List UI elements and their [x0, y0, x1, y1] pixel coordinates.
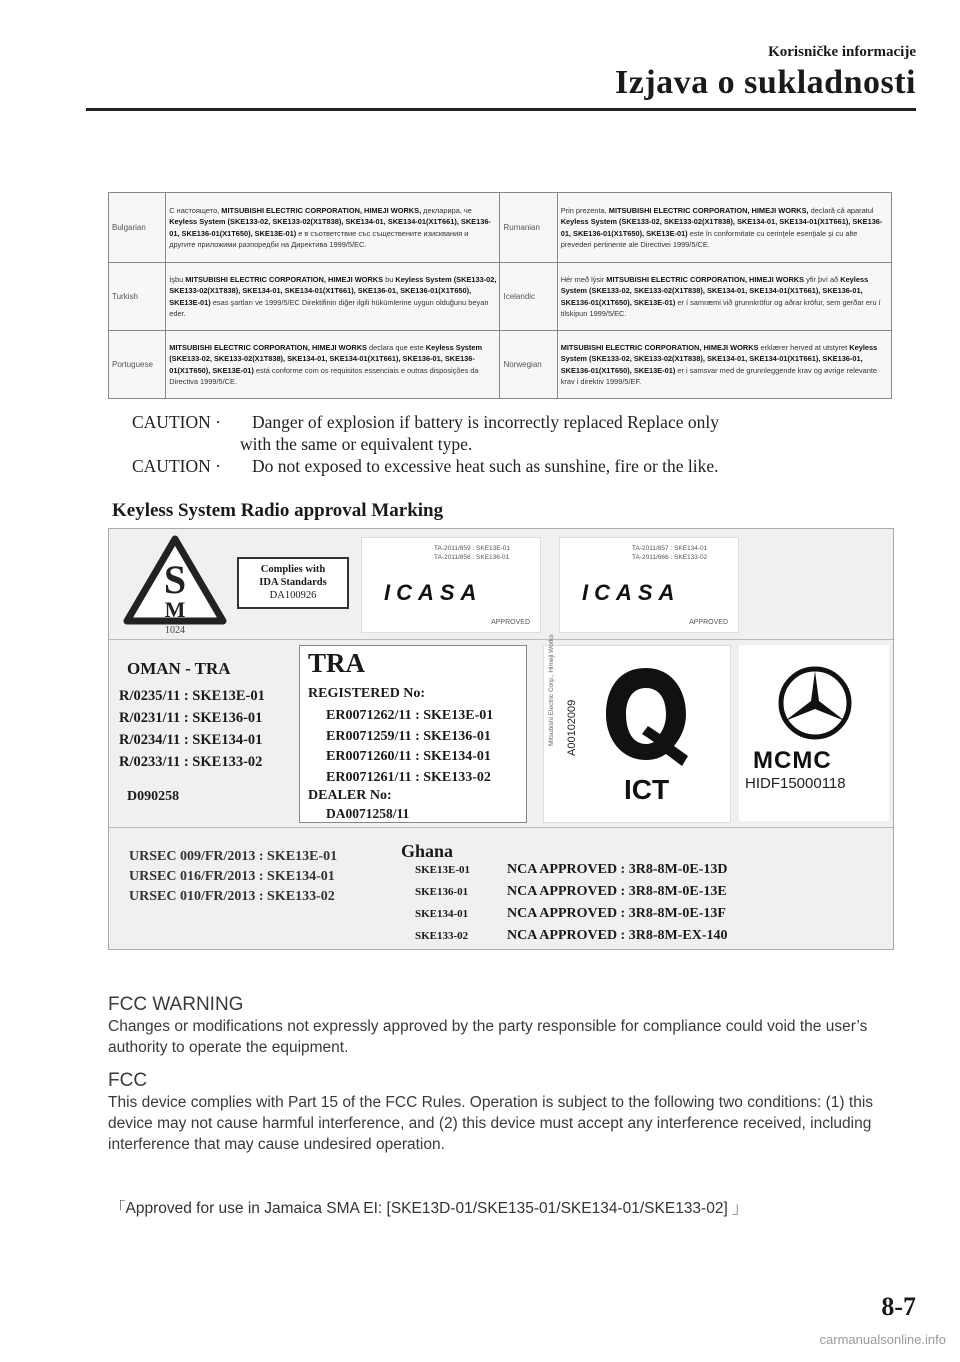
icasa-approved: APPROVED — [689, 619, 728, 626]
mcmc-star-icon — [777, 665, 853, 741]
jamaica-approval: 「Approved for use in Jamaica SMA EI: [SKE13D-01/SKE135-01/SKE134-01/SKE133-02] 」 — [110, 1200, 748, 1217]
caution-label: CAUTION · — [132, 412, 221, 432]
fcc-text: This device complies with Part 15 of the FCC Rules. Operation is subject to the following two conditions: (1) this device may not cause harmful interference, and (2) this device must accept any interference received, including interference that may cause undesired operation. — [108, 1094, 874, 1153]
icasa-codes: TA-2011/857 : SKE134-01 TA-2011/866 : SKE133-02 — [632, 545, 708, 561]
declaration-text: С настоящето, MITSUBISHI ELECTRIC CORPORATION, HIMEJI WORKS, декларира, че Keyless System (SKE133-02, SKE133-02(X1T838), SKE134-01, SKE134-01(X1T661), SKE136-01, SKE136-01(X1T650), SKE13E-01) е в съответствие със съществените изисквания и другите приложими разпоредби на Директива 1999/5/ЕС. — [166, 193, 500, 263]
oman-registrations: R/0235/11 : SKE13E-01 R/0231/11 : SKE136-01 R/0234/11 : SKE134-01 R/0233/11 : SKE133-02 — [119, 688, 265, 770]
fcc-warning-title: FCC WARNING — [108, 994, 244, 1015]
tra-registered-label: REGISTERED No: — [308, 686, 426, 701]
fcc-title: FCC — [108, 1070, 148, 1091]
tra-dealer-label: DEALER No: — [308, 788, 392, 803]
declaration-table — [108, 192, 892, 399]
language-label: Norwegian — [500, 331, 557, 399]
declaration-text: Prin prezenta, MITSUBISHI ELECTRIC CORPORATION, HIMEJI WORKS, declară că aparatul Keyless System (SKE133-02, SKE133-02(X1T838), SKE134-01, SKE134-01(X1T661), SKE136-01, SKE136-01(X1T650), SKE13E-01) este în conformitate cu cerinţele esenţiale şi cu alte prevederi pertinente ale Directivei 1999/5/CE. — [557, 193, 891, 263]
fcc-warning-text: Changes or modifications not expressly approved by the party responsible for compliance could void the user’s authority to operate the equipment. — [108, 1018, 868, 1056]
mcmc-label — [739, 645, 889, 821]
ict-word: ICT — [624, 774, 670, 805]
header-subtitle: Korisničke informacije — [768, 44, 916, 60]
sm-triangle-logo — [123, 535, 227, 625]
caution-text-continued: with the same or equivalent type. — [240, 434, 473, 454]
marking-row-bottom — [109, 827, 893, 949]
ict-label — [543, 634, 731, 823]
tra-title: TRA — [308, 648, 366, 678]
caution-heat — [132, 456, 719, 477]
icasa-codes: TA-2011/859 : SKE13E-01 TA-2011/856 : SKE136-01 — [434, 545, 511, 561]
page-number: 8-7 — [881, 1292, 916, 1321]
header-rule — [86, 108, 916, 111]
icasa-label — [559, 537, 739, 633]
ida-code: DA100926 — [269, 590, 317, 601]
ghana-title: Ghana — [401, 841, 454, 861]
marking-row-middle — [109, 634, 893, 828]
declaration-row — [109, 263, 892, 331]
caution-battery — [132, 412, 719, 454]
ict-manufacturer: Mitsubishi Electric Corp., Himeji Works — [548, 634, 555, 746]
declaration-row — [109, 193, 892, 263]
ghana-row: SKE136-01 NCA APPROVED : 3R8-8M-0E-13E — [415, 884, 727, 899]
tra-registrations: ER0071262/11 : SKE13E-01 ER0071259/11 : SKE136-01 ER0071260/11 : SKE134-01 ER0071261/11 : SKE133-02 — [326, 708, 494, 785]
ida-line: IDA Standards — [259, 577, 327, 588]
tra-dealer-number: DA0071258/11 — [326, 806, 410, 821]
icasa-label — [361, 537, 541, 633]
language-label: Turkish — [109, 263, 166, 331]
language-label: Bulgarian — [109, 193, 166, 263]
ghana-row: SKE133-02 NCA APPROVED : 3R8-8M-EX-140 — [415, 928, 728, 943]
ict-q-icon — [600, 660, 692, 768]
page-title: Izjava o sukladnosti — [615, 64, 916, 101]
fcc-warning-section — [108, 994, 908, 1058]
ict-code: A00102009 — [566, 699, 578, 756]
approval-marking-panel — [108, 528, 894, 950]
declaration-text: MITSUBISHI ELECTRIC CORPORATION, HIMEJI WORKS erklærer herved at utstyret Keyless System (SKE133-02, SKE133-02(X1T838), SKE134-01, SKE134-01(X1T661), SKE136-01, SKE136-01(X1T650), SKE13E-01) er i samsvar med de grunnleggende krav og øvrige relevante krav i direktiv 1999/5/EF. — [557, 331, 891, 399]
caution-text: Do not exposed to excessive heat such as sunshine, fire or the like. — [252, 456, 719, 476]
caution-label: CAUTION · — [132, 456, 221, 476]
ida-label — [237, 557, 349, 609]
keyless-heading: Keyless System Radio approval Marking — [112, 500, 444, 521]
declaration-text: Hér með lýsir MITSUBISHI ELECTRIC CORPORATION, HIMEJI WORKS yfir því að Keyless System (SKE133-02, SKE133-02(X1T838), SKE134-01, SKE134-01(X1T661), SKE136-01, SKE136-01(X1T650), SKE13E-01) er í samræmi við grunnkröfur og aðrar kröfur, sem gerðar eru í tilskipun 1999/5/EC. — [557, 263, 891, 331]
caution-text: Danger of explosion if battery is incorrectly replaced Replace only — [252, 412, 719, 432]
icasa-logo: ICASA — [582, 580, 681, 605]
oman-title: OMAN - TRA — [127, 659, 231, 678]
declaration-text: MITSUBISHI ELECTRIC CORPORATION, HIMEJI WORKS declara que este Keyless System (SKE133-02, SKE133-02(X1T838), SKE134-01, SKE134-01(X1T661), SKE136-01, SKE136-01(X1T650), SKE13E-01) está conforme com os requisitos essenciais e outras disposições da Directiva 1999/5/CE. — [166, 331, 500, 399]
ghana-approvals — [415, 859, 727, 947]
mcmc-word: MCMC — [753, 747, 832, 774]
sm-number: 1024 — [165, 625, 185, 636]
language-label: Portuguese — [109, 331, 166, 399]
mcmc-code: HIDF15000118 — [745, 775, 846, 792]
svg-text:S: S — [163, 557, 187, 602]
oman-dealer: D090258 — [127, 789, 180, 804]
declaration-row — [109, 331, 892, 399]
ghana-row: SKE134-01 NCA APPROVED : 3R8-8M-0E-13F — [415, 906, 726, 921]
watermark: carmanualsonline.info — [819, 1332, 946, 1347]
ursec-registrations: URSEC 009/FR/2013 : SKE13E-01 URSEC 016/FR/2013 : SKE134-01 URSEC 010/FR/2013 : SKE133-02 — [129, 849, 338, 904]
ghana-row: SKE13E-01 NCA APPROVED : 3R8-8M-0E-13D — [415, 862, 728, 877]
ida-line: Complies with — [260, 564, 326, 575]
marking-row-top — [109, 529, 893, 640]
language-label: Icelandic — [500, 263, 557, 331]
tra-label — [299, 645, 527, 823]
icasa-approved: APPROVED — [491, 619, 530, 626]
declaration-text: İşbu MITSUBISHI ELECTRIC CORPORATION, HIMEJI WORKS bu Keyless System (SKE133-02, SKE133-02(X1T838), SKE134-01, SKE134-01(X1T661), SKE136-01, SKE136-01(X1T650), SKE13E-01) esas şartları ve 1999/5/EC Direktifinin diğer ilgili hükümlerine uygun olduğunu beyan eder. — [166, 263, 500, 331]
svg-text:M: M — [164, 597, 186, 622]
language-label: Rumanian — [500, 193, 557, 263]
icasa-logo: ICASA — [384, 580, 483, 605]
fcc-section — [108, 1070, 908, 1155]
